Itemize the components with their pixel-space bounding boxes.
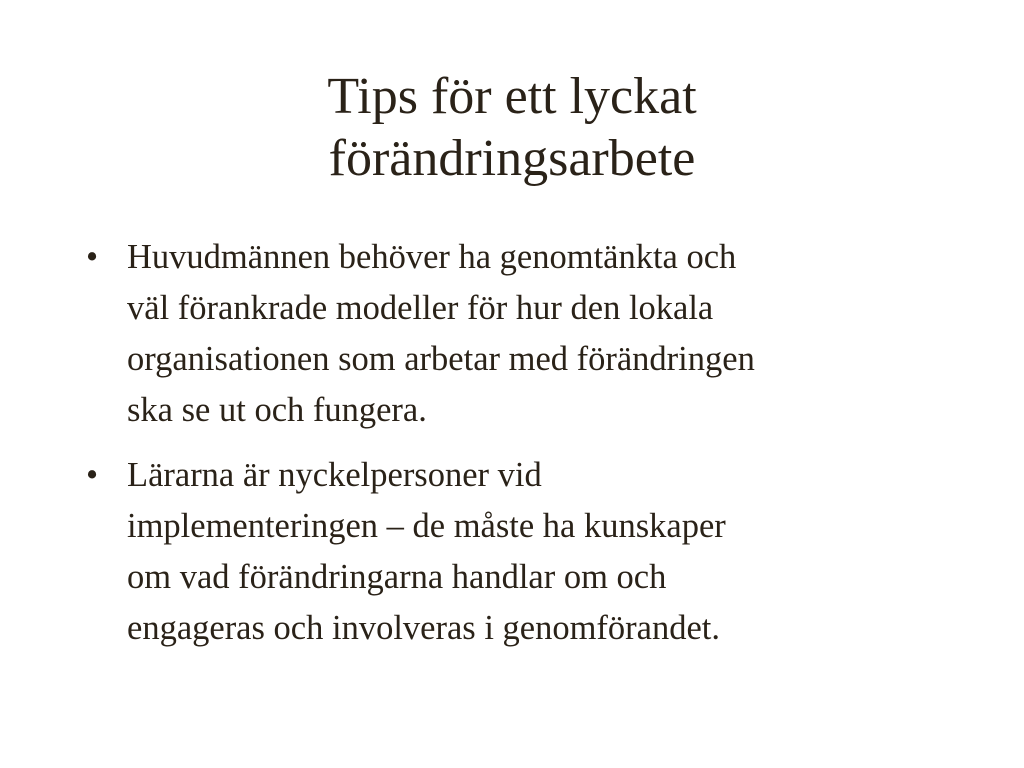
bullet-line: organisationen som arbetar med förändringen [127, 340, 755, 378]
title-line: Tips för ett lyckat [327, 68, 697, 125]
bullet-item [86, 232, 946, 436]
bullet-line: Huvudmännen behöver ha genomtänkta och [127, 238, 737, 276]
title-line: förändringsarbete [328, 130, 696, 187]
bullet-line: ska se ut och fungera. [127, 391, 427, 429]
bullet-line: Lärarna är nyckelpersoner vid [127, 456, 542, 494]
bullet-line: väl förankrade modeller för hur den lokala [127, 289, 714, 327]
bullet-item [86, 450, 946, 654]
bullet-line: engageras och involveras i genomförandet. [127, 609, 720, 647]
bullet-line: om vad förändringarna handlar om och [127, 558, 667, 596]
slide-title [0, 66, 1024, 190]
bullet-icon: • [86, 238, 99, 276]
bullet-list [86, 232, 946, 668]
bullet-line: implementeringen – de måste ha kunskaper [127, 507, 726, 545]
bullet-icon: • [86, 456, 99, 494]
